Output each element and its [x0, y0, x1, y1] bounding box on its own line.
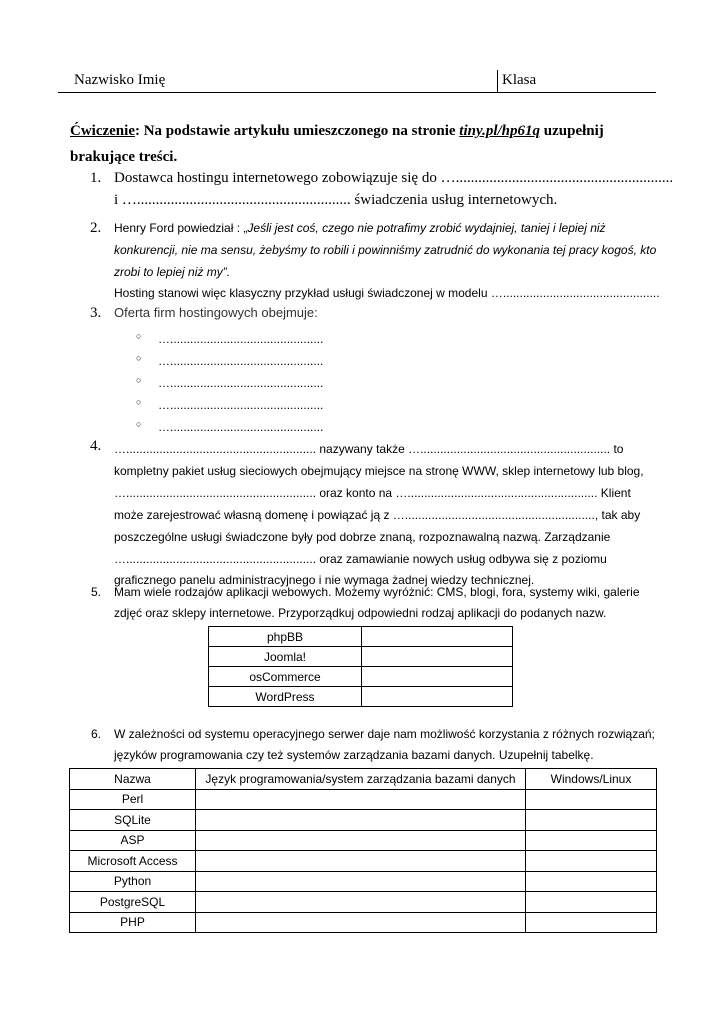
bullet-icon: ○: [136, 331, 142, 341]
answer-cell[interactable]: [196, 810, 526, 831]
tech-name-cell: Python: [70, 871, 196, 892]
table-row: [209, 667, 513, 687]
answer-cell[interactable]: [526, 810, 657, 831]
table-row: [70, 892, 657, 913]
header-divider: [497, 70, 498, 92]
q2-quote-l1: Jeśli jest coś, czego nie potrafimy zrobić wydajniej, taniej i lepiej niż: [247, 221, 606, 235]
column-header: Nazwa: [70, 769, 196, 790]
q2-line1: [114, 221, 606, 235]
header-underline: [58, 92, 656, 93]
table-row: [209, 647, 513, 667]
app-name-cell: WordPress: [209, 687, 362, 707]
answer-cell[interactable]: [526, 892, 657, 913]
q5-table: [208, 626, 513, 707]
q3-number: 3.: [90, 305, 102, 321]
table-header-row: [70, 769, 657, 790]
answer-cell[interactable]: [196, 892, 526, 913]
q2-number: 2.: [90, 220, 102, 236]
table-row: [209, 687, 513, 707]
title-prefix: Ćwiczenie: [70, 123, 135, 139]
table-row: [70, 851, 657, 872]
title-text-a: : Na podstawie artykułu umieszczonego na stronie: [134, 123, 460, 139]
bullet-icon: ○: [136, 397, 142, 407]
q4-number: 4.: [90, 438, 102, 454]
answer-cell[interactable]: [196, 871, 526, 892]
q4-line: może zarejestrować własną domenę i powiązać ją z …........................................................., tak aby: [114, 508, 641, 522]
title-line2: brakujące treści.: [70, 149, 178, 165]
tech-name-cell: SQLite: [70, 810, 196, 831]
q4-line: …......................................................... nazywany także …......................................................... to: [114, 442, 624, 456]
app-name-cell: osCommerce: [209, 667, 362, 687]
q1-line1: Dostawca hostingu internetowego zobowiązuje się do …..........................................................: [114, 170, 674, 186]
q2-quote-l2: konkurencji, nie ma sensu, żebyśmy to robili i powinniśmy zatrudnić do wykonania tej pracy kogoś, kto: [114, 243, 657, 257]
q5-line1: Mam wiele rodzajów aplikacji webowych. Możemy wyróżnić: CMS, blogi, fora, systemy wiki, galerie: [114, 585, 640, 599]
name-label: Nazwisko Imię: [74, 72, 166, 88]
q2-intro: Henry Ford powiedział : „: [114, 221, 248, 235]
column-header: Język programowania/system zarządzania bazami danych: [196, 769, 526, 790]
answer-cell[interactable]: [526, 871, 657, 892]
q1-line2: i …......................................................... świadczenia usług internetowych.: [114, 192, 558, 208]
answer-cell[interactable]: [196, 851, 526, 872]
answer-cell[interactable]: [526, 912, 657, 933]
bullet-icon: ○: [136, 353, 142, 363]
answer-cell[interactable]: [362, 647, 513, 667]
q4-line: kompletny pakiet usług sieciowych obejmujący miejsce na stronę WWW, sklep internetowy lub blog,: [114, 464, 644, 478]
bullet-icon: ○: [136, 419, 142, 429]
q5-number: 5.: [91, 585, 102, 599]
q6-number: 6.: [91, 727, 102, 741]
tech-name-cell: ASP: [70, 830, 196, 851]
q3-item: …..............................................: [158, 420, 324, 434]
tech-name-cell: PHP: [70, 912, 196, 933]
q4-line: …......................................................... oraz konto na …......................................................... Klient: [114, 486, 631, 500]
app-name-cell: phpBB: [209, 627, 362, 647]
tech-name-cell: Microsoft Access: [70, 851, 196, 872]
answer-cell[interactable]: [362, 667, 513, 687]
table-row: [70, 871, 657, 892]
q6-table: [69, 768, 657, 933]
title-text-b: uzupełnij: [540, 123, 604, 139]
q2-quote-l3: zrobi to lepiej niż my”.: [114, 265, 231, 279]
q3-item: …..............................................: [158, 398, 324, 412]
table-row: [70, 830, 657, 851]
exercise-title: [70, 118, 670, 170]
table-row: [209, 627, 513, 647]
table-row: [70, 810, 657, 831]
q2-line4: Hosting stanowi więc klasyczny przykład usługi świadczonej w modelu …...............................................: [114, 286, 660, 300]
q3-text: Oferta firm hostingowych obejmuje:: [114, 305, 318, 320]
answer-cell[interactable]: [526, 851, 657, 872]
q4-line: …......................................................... oraz zamawianie nowych usług odbywa się z poziomu: [114, 552, 607, 566]
class-label: Klasa: [502, 72, 537, 88]
q3-item: …..............................................: [158, 354, 324, 368]
q3-item: …..............................................: [158, 376, 324, 390]
answer-cell[interactable]: [196, 830, 526, 851]
tech-name-cell: PostgreSQL: [70, 892, 196, 913]
answer-cell[interactable]: [526, 789, 657, 810]
bullet-icon: ○: [136, 375, 142, 385]
answer-cell[interactable]: [526, 830, 657, 851]
tech-name-cell: Perl: [70, 789, 196, 810]
answer-cell[interactable]: [362, 627, 513, 647]
answer-cell[interactable]: [362, 687, 513, 707]
q6-line2: języków programowania czy też systemów zarządzania bazami danych. Uzupełnij tabelkę.: [114, 748, 594, 762]
column-header: Windows/Linux: [526, 769, 657, 790]
q4-line: poszczególne usługi świadczone były pod dobrze znaną, rozpoznawalną nazwą. Zarządzanie: [114, 530, 611, 544]
table-row: [70, 789, 657, 810]
q6-line1: W zależności od systemu operacyjnego serwer daje nam możliwość korzystania z różnych rozwiązań;: [114, 727, 655, 741]
q4-line: graficznego panelu administracyjnego i nie wymaga żadnej wiedzy technicznej.: [114, 573, 535, 587]
answer-cell[interactable]: [196, 912, 526, 933]
q1-number: 1.: [90, 170, 102, 186]
answer-cell[interactable]: [196, 789, 526, 810]
table-row: [70, 912, 657, 933]
title-link[interactable]: tiny.pl/hp61q: [459, 123, 541, 139]
q3-item: …..............................................: [158, 332, 324, 346]
q5-line2: zdjęć oraz sklepy internetowe. Przyporządkuj odpowiedni rodzaj aplikacji do podanych nazw.: [114, 606, 607, 620]
app-name-cell: Joomla!: [209, 647, 362, 667]
